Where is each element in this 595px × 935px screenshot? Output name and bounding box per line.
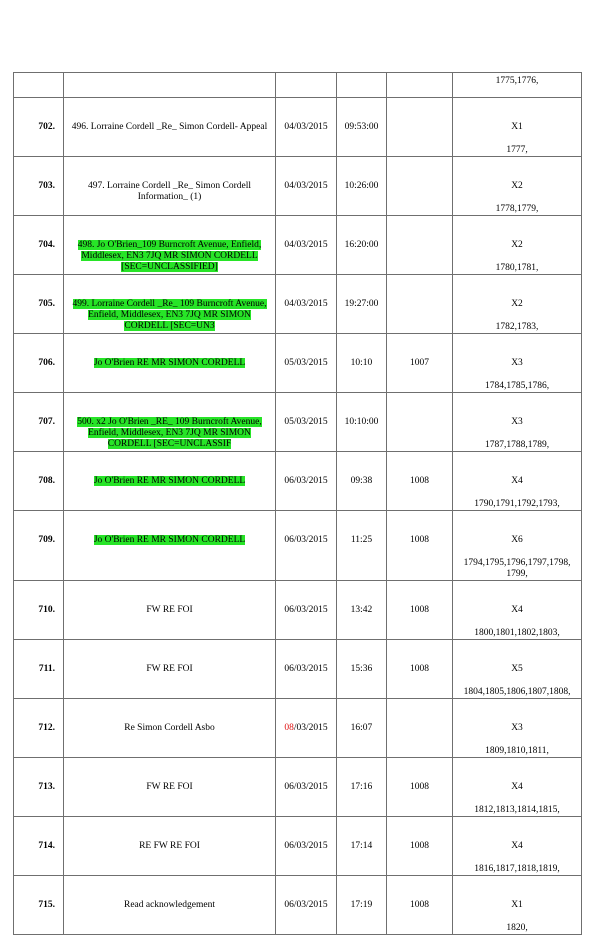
entry-time: 15:36 [337, 640, 387, 699]
entry-pages [453, 98, 582, 157]
table-row [14, 758, 582, 817]
exhibit-ref: X1 [511, 122, 523, 132]
page-numbers: 1812,1813,1814,1815, [474, 805, 560, 815]
entry-pages [453, 334, 582, 393]
table-row [14, 699, 582, 758]
table-row [14, 511, 582, 581]
entry-pages [453, 817, 582, 876]
entry-time: 17:14 [337, 817, 387, 876]
log-table-body [14, 73, 582, 935]
exhibit-ref: X4 [511, 782, 523, 792]
entry-description [64, 876, 276, 935]
description-text: 496. Lorraine Cordell _Re_ Simon Cordell- Appeal [71, 122, 268, 132]
entry-description [64, 393, 276, 452]
description-text: Re Simon Cordell Asbo [124, 723, 215, 733]
description-text: 497. Lorraine Cordell _Re_ Simon Cordell Information_ (1) [87, 181, 252, 202]
exhibit-ref: X4 [511, 476, 523, 486]
entry-description [64, 758, 276, 817]
entry-description [64, 334, 276, 393]
entry-number: 715. [14, 876, 64, 935]
entry-pages [453, 699, 582, 758]
entry-id [387, 275, 453, 334]
page-numbers: 1777, [506, 145, 528, 155]
entry-id [387, 98, 453, 157]
entry-time: 10:10:00 [337, 393, 387, 452]
entry-pages [453, 393, 582, 452]
entry-time: 10:26:00 [337, 157, 387, 216]
date-text: 04/03/2015 [284, 240, 328, 250]
entry-number: 708. [14, 452, 64, 511]
page-numbers: 1790,1791,1792,1793, [474, 499, 560, 509]
entry-date [276, 452, 337, 511]
entry-id: 1008 [387, 511, 453, 581]
entry-pages [453, 73, 582, 98]
entry-pages [453, 581, 582, 640]
entry-description [64, 817, 276, 876]
date-text: 06/03/2015 [284, 782, 328, 792]
date-day-flagged: 08 [284, 723, 294, 733]
description-text: Jo O'Brien RE MR SIMON CORDELL [93, 535, 246, 545]
entry-description [64, 216, 276, 275]
entry-date [276, 640, 337, 699]
entry-time: 13:42 [337, 581, 387, 640]
entry-number [14, 73, 64, 98]
entry-description [64, 157, 276, 216]
table-row [14, 452, 582, 511]
date-text: 06/03/2015 [284, 535, 328, 545]
entry-description [64, 581, 276, 640]
date-text: /03/2015 [293, 723, 328, 733]
page-numbers: 1775,1776, [495, 76, 539, 86]
entry-time: 09:53:00 [337, 98, 387, 157]
entry-date [276, 581, 337, 640]
entry-id: 1008 [387, 817, 453, 876]
page-numbers: 1794,1795,1796,1797,1798, 1799, [463, 558, 571, 579]
entry-number: 712. [14, 699, 64, 758]
table-row [14, 216, 582, 275]
page-numbers: 1787,1788,1789, [484, 440, 550, 450]
entry-date [276, 393, 337, 452]
correspondence-log-table [13, 72, 582, 935]
entry-number: 703. [14, 157, 64, 216]
entry-id [387, 216, 453, 275]
table-row [14, 393, 582, 452]
entry-time: 16:07 [337, 699, 387, 758]
entry-id [387, 73, 453, 98]
entry-pages [453, 876, 582, 935]
description-text: Jo O'Brien RE MR SIMON CORDELL [93, 476, 246, 486]
entry-pages [453, 157, 582, 216]
entry-description [64, 73, 276, 98]
entry-number: 713. [14, 758, 64, 817]
entry-description [64, 511, 276, 581]
entry-id: 1008 [387, 640, 453, 699]
entry-number: 704. [14, 216, 64, 275]
entry-date [276, 98, 337, 157]
entry-description [64, 640, 276, 699]
table-row [14, 73, 582, 98]
description-text: FW RE FOI [146, 605, 193, 615]
exhibit-ref: X3 [511, 358, 523, 368]
exhibit-ref: X2 [511, 299, 523, 309]
exhibit-ref: X3 [511, 723, 523, 733]
entry-number: 710. [14, 581, 64, 640]
entry-number: 705. [14, 275, 64, 334]
description-text: FW RE FOI [146, 664, 193, 674]
entry-pages [453, 275, 582, 334]
table-row [14, 275, 582, 334]
entry-time: 17:16 [337, 758, 387, 817]
page-numbers: 1800,1801,1802,1803, [474, 628, 560, 638]
description-text: FW RE FOI [146, 782, 193, 792]
entry-number: 702. [14, 98, 64, 157]
entry-id [387, 699, 453, 758]
entry-time [337, 73, 387, 98]
entry-date [276, 876, 337, 935]
date-text: 06/03/2015 [284, 900, 328, 910]
entry-time: 16:20:00 [337, 216, 387, 275]
entry-date [276, 157, 337, 216]
entry-time: 11:25 [337, 511, 387, 581]
entry-id: 1007 [387, 334, 453, 393]
description-text: 499. Lorraine Cordell _Re_ 109 Burncroft Avenue, Enfield, Middlesex, EN3 7JQ MR SIMON CORDELL [SEC=UN3 [72, 299, 267, 331]
exhibit-ref: X3 [511, 417, 523, 427]
page-numbers: 1804,1805,1806,1807,1808, [463, 687, 571, 697]
entry-number: 709. [14, 511, 64, 581]
description-text: 500. x2 Jo O'Brien _RE_ 109 Burncroft Avenue, Enfield, Middlesex, EN3 7JQ MR SIMON CORDELL [SEC=UNCLASSIF [77, 417, 262, 449]
entry-pages [453, 640, 582, 699]
entry-date [276, 699, 337, 758]
entry-number: 707. [14, 393, 64, 452]
entry-id [387, 393, 453, 452]
date-text: 06/03/2015 [284, 605, 328, 615]
entry-id: 1008 [387, 452, 453, 511]
exhibit-ref: X6 [511, 535, 523, 545]
entry-description [64, 275, 276, 334]
description-text: Read acknowledgement [123, 900, 215, 910]
document-page [13, 72, 582, 935]
entry-date [276, 758, 337, 817]
date-text: 05/03/2015 [284, 417, 328, 427]
table-row [14, 640, 582, 699]
date-text: 04/03/2015 [284, 299, 328, 309]
entry-time: 10:10 [337, 334, 387, 393]
entry-date [276, 275, 337, 334]
table-row [14, 581, 582, 640]
entry-date [276, 73, 337, 98]
date-text: 05/03/2015 [284, 358, 328, 368]
exhibit-ref: X4 [511, 605, 523, 615]
page-numbers: 1780,1781, [495, 263, 539, 273]
entry-id: 1008 [387, 581, 453, 640]
entry-id [387, 157, 453, 216]
entry-date [276, 334, 337, 393]
description-text: Jo O'Brien RE MR SIMON CORDELL [93, 358, 246, 368]
page-numbers: 1782,1783, [495, 322, 539, 332]
date-text: 04/03/2015 [284, 181, 328, 191]
entry-pages [453, 452, 582, 511]
page-numbers: 1820, [506, 923, 528, 933]
page-numbers: 1809,1810,1811, [485, 746, 549, 756]
entry-pages [453, 511, 582, 581]
date-text: 06/03/2015 [284, 476, 328, 486]
entry-number: 711. [14, 640, 64, 699]
date-text: 04/03/2015 [284, 122, 328, 132]
entry-description [64, 452, 276, 511]
entry-number: 706. [14, 334, 64, 393]
page-numbers: 1778,1779, [495, 204, 539, 214]
entry-id: 1008 [387, 876, 453, 935]
entry-id: 1008 [387, 758, 453, 817]
entry-pages [453, 216, 582, 275]
table-row [14, 98, 582, 157]
exhibit-ref: X5 [511, 664, 523, 674]
exhibit-ref: X1 [511, 900, 523, 910]
entry-pages [453, 758, 582, 817]
table-row [14, 817, 582, 876]
entry-description [64, 98, 276, 157]
exhibit-ref: X2 [511, 181, 523, 191]
exhibit-ref: X2 [511, 240, 523, 250]
date-text: 06/03/2015 [284, 841, 328, 851]
table-row [14, 334, 582, 393]
entry-time: 19:27:00 [337, 275, 387, 334]
page-numbers: 1784,1785,1786, [484, 381, 550, 391]
entry-date [276, 511, 337, 581]
entry-date [276, 817, 337, 876]
table-row [14, 157, 582, 216]
date-text: 06/03/2015 [284, 664, 328, 674]
entry-number: 714. [14, 817, 64, 876]
description-text: RE FW RE FOI [139, 841, 200, 851]
entry-description [64, 699, 276, 758]
entry-date [276, 216, 337, 275]
description-text: 498. Jo O'Brien_109 Burncroft Avenue, Enfield, Middlesex, EN3 7JQ MR SIMON CORDELL [SEC=UNCLASSIFIED] [77, 240, 262, 272]
page-numbers: 1816,1817,1818,1819, [474, 864, 560, 874]
table-row [14, 876, 582, 935]
entry-time: 17:19 [337, 876, 387, 935]
entry-time: 09:38 [337, 452, 387, 511]
exhibit-ref: X4 [511, 841, 523, 851]
